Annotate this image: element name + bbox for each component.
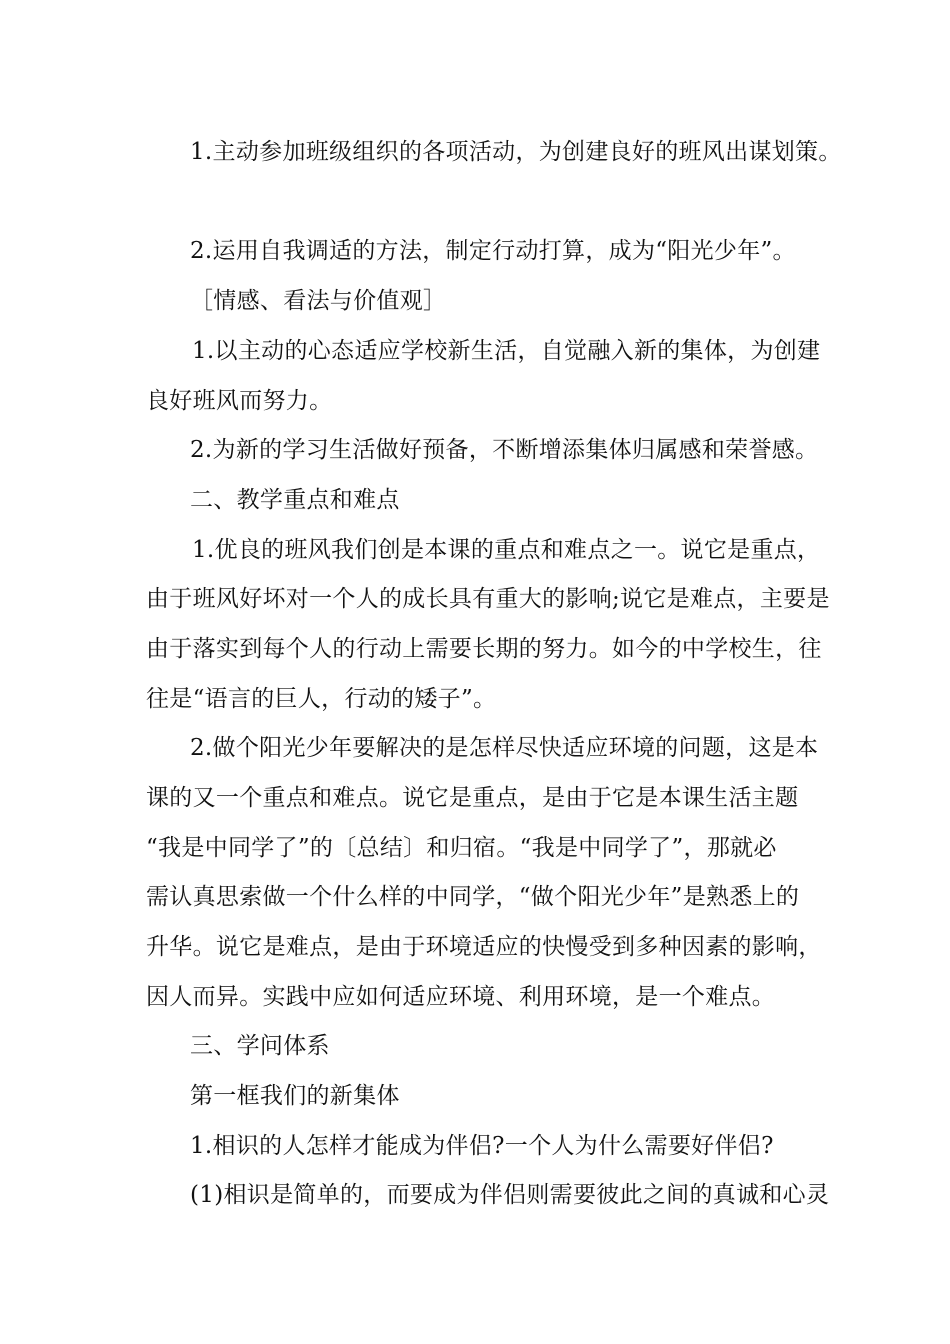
key-point-1-line-2: 由于班风好坏对一个人的成长具有重大的影响;说它是难点，主要是 xyxy=(146,586,830,612)
section-heading-emotion: ［情感、看法与价值观］ xyxy=(190,288,447,314)
key-point-1-line-3: 由于落实到每个人的行动上需要长期的努力。如今的中学校生，往 xyxy=(146,636,822,662)
question-1: 1.相识的人怎样才能成为伴侣?一个人为什么需要好伴侣? xyxy=(190,1133,774,1159)
key-point-2-line-2: 课的又一个重点和难点。说它是重点，是由于它是本课生活主题 xyxy=(146,785,799,811)
key-point-2: 2.做个阳光少年要解决的是怎样尽快适应环境的问题，这是本 xyxy=(190,735,819,761)
emotion-item-1-cont: 良好班风而努力。 xyxy=(146,388,333,414)
answer-1-item-1: (1)相识是简单的，而要成为伴侣则需要彼此之间的真诚和心灵 xyxy=(190,1182,830,1208)
key-point-2-line-5: 升华。说它是难点，是由于环境适应的快慢受到多种因素的影响， xyxy=(146,934,822,960)
section-heading-knowledge: 三、学问体系 xyxy=(190,1033,330,1059)
skill-item-1: 1.主动参加班级组织的各项活动，为创建良好的班风出谋划策。 xyxy=(190,139,842,165)
key-point-1-line-4: 往是“语言的巨人，行动的矮子”。 xyxy=(146,686,497,712)
key-point-1: 1.优良的班风我们创是本课的重点和难点之一。说它是重点， xyxy=(192,537,821,563)
section-heading-key-points: 二、教学重点和难点 xyxy=(190,487,400,513)
subsection-heading-frame-1: 第一框我们的新集体 xyxy=(190,1083,400,1109)
key-point-2-line-6: 因人而异。实践中应如何适应环境、利用环境，是一个难点。 xyxy=(146,984,776,1010)
key-point-2-line-4: 需认真思索做一个什么样的中同学，“做个阳光少年”是熟悉上的 xyxy=(146,884,800,910)
emotion-item-1: 1.以主动的心态适应学校新生活，自觉融入新的集体，为创建 xyxy=(192,338,821,364)
emotion-item-2: 2.为新的学习生活做好预备，不断增添集体归属感和荣誉感。 xyxy=(190,437,819,463)
key-point-2-line-3: “我是中同学了”的〔总结〕和归宿。“我是中同学了”，那就必 xyxy=(146,835,777,861)
skill-item-2: 2.运用自我调适的方法，制定行动打算，成为“阳光少年”。 xyxy=(190,238,796,264)
